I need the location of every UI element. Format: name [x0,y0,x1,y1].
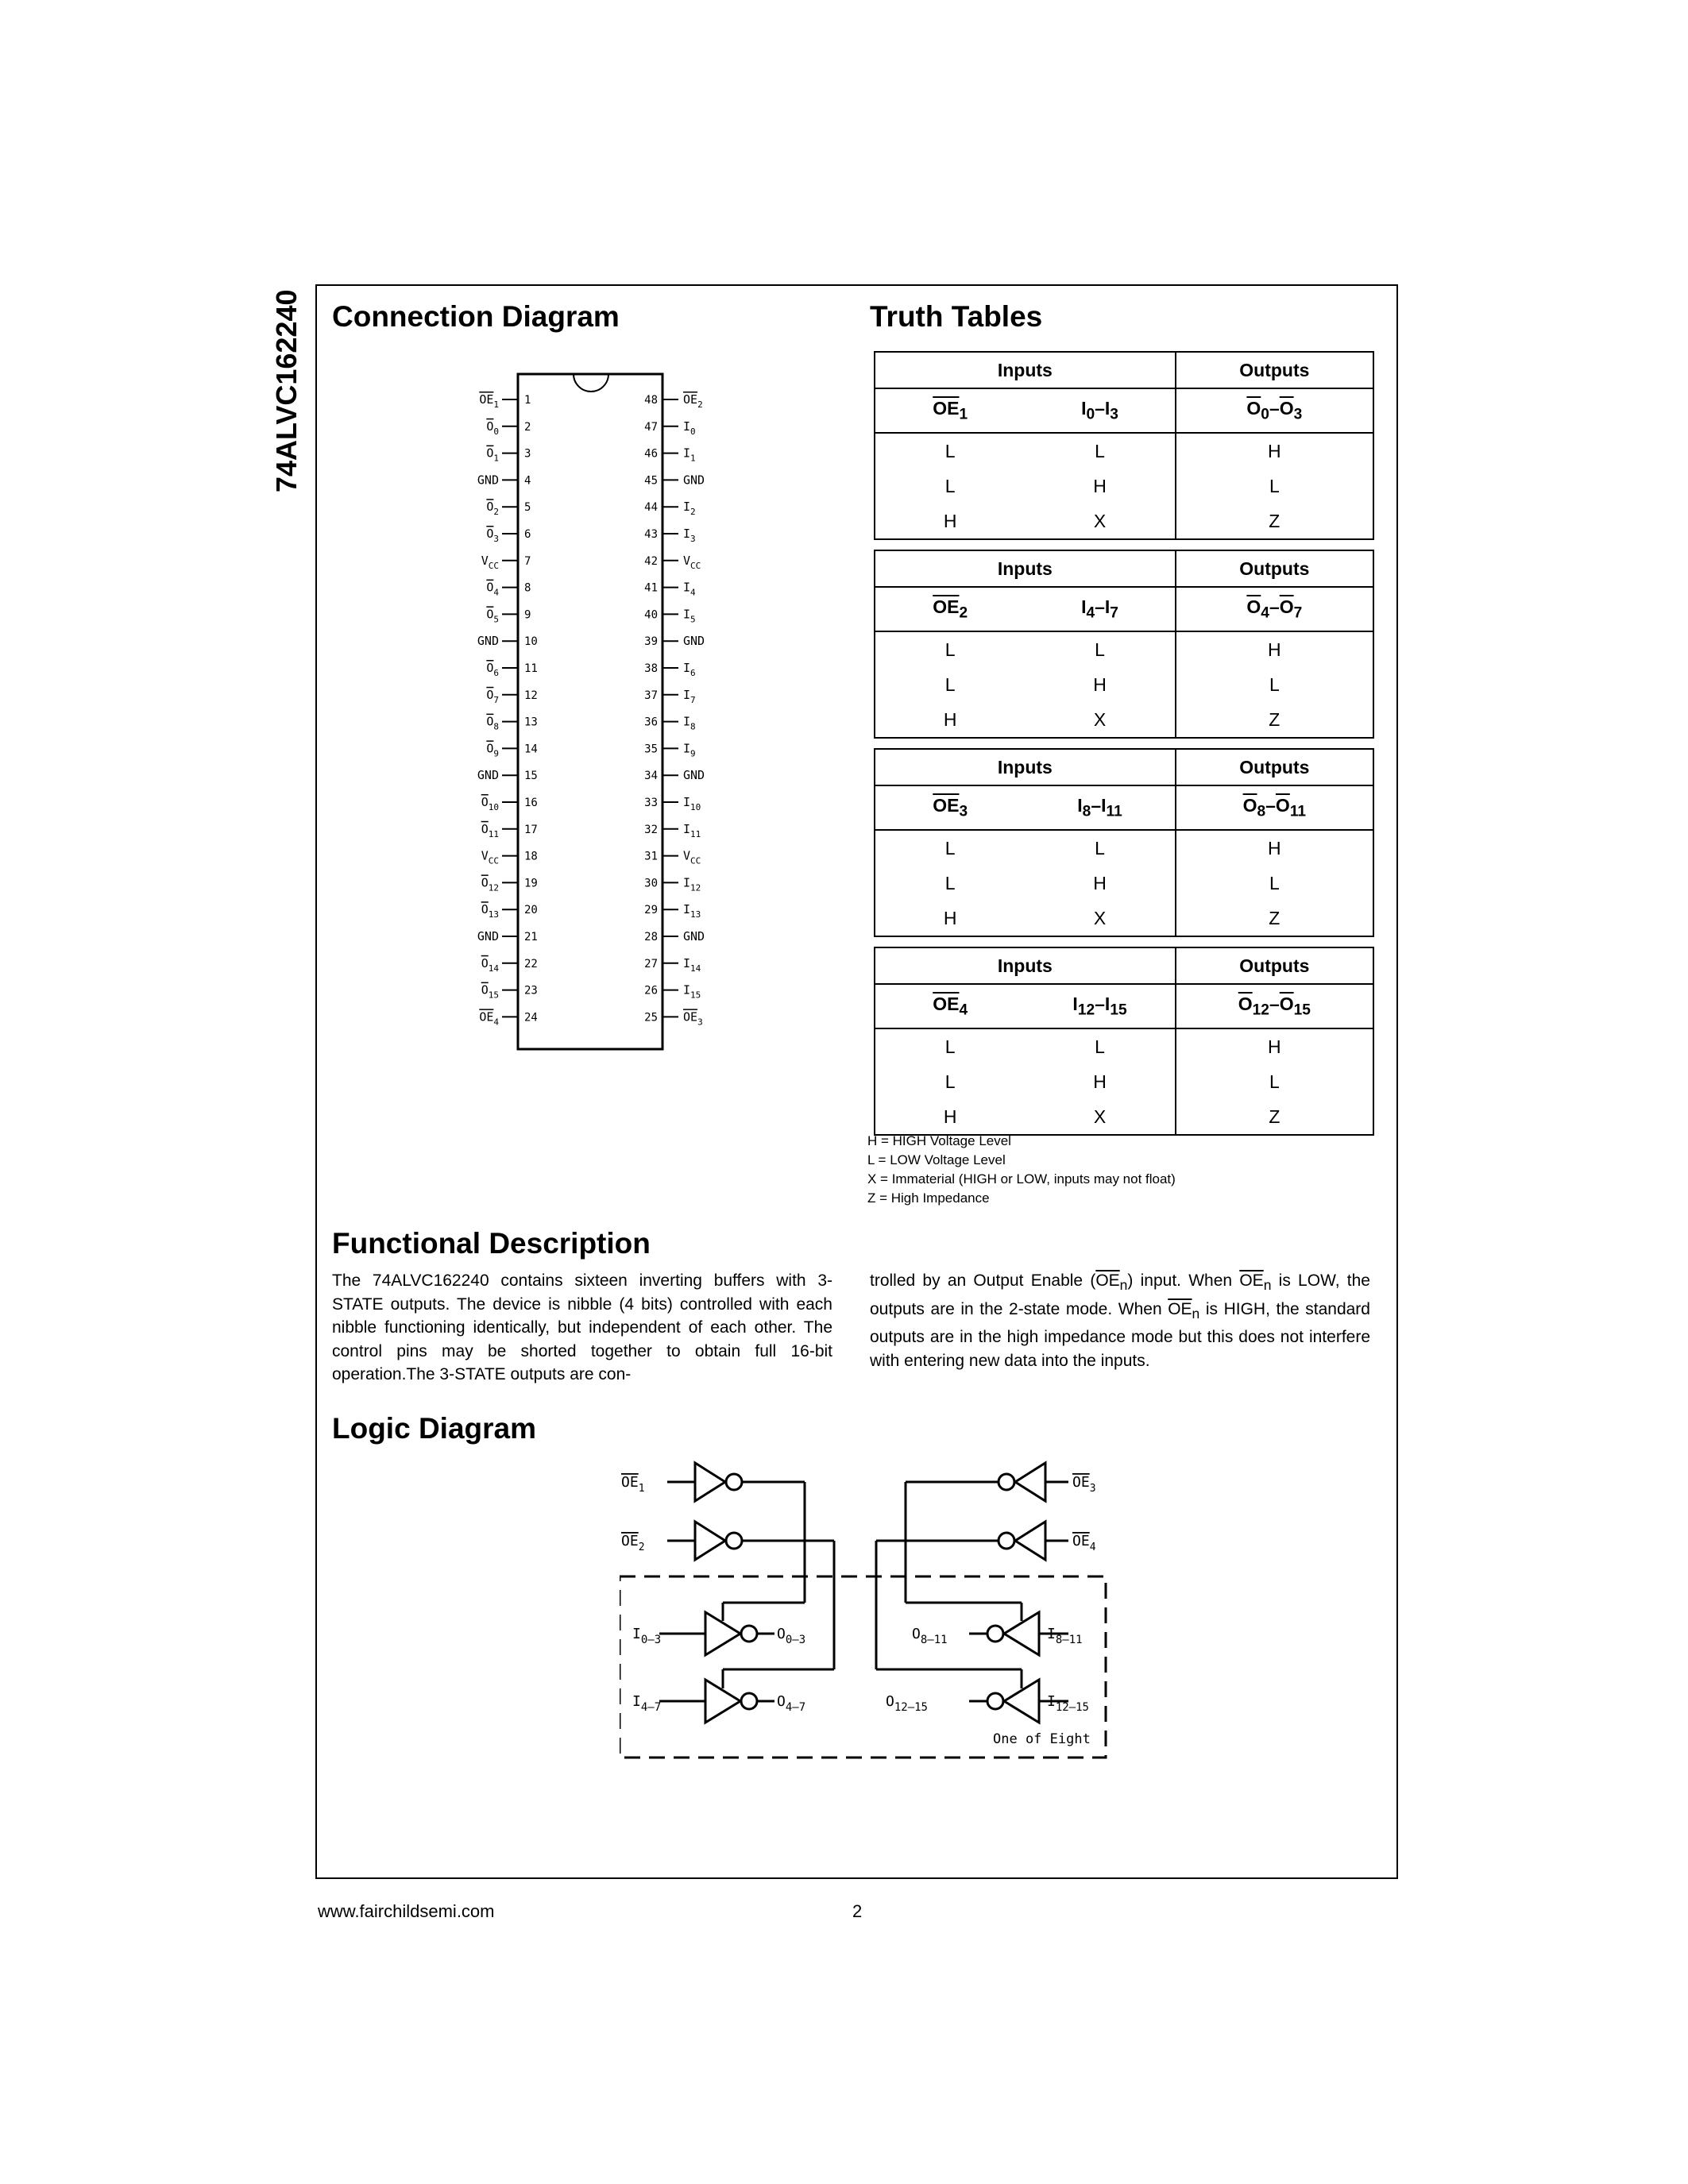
table-cell: H [1176,1028,1373,1064]
oe-column-header: $\overline{OE}_1$ [875,388,1025,433]
left-pin-number: 1 [524,394,531,407]
oe4-inverter [1015,1522,1045,1560]
logic-oe2-label: $OE_2$ [621,1533,645,1553]
table-cell: H [1093,1071,1107,1092]
right-pin-label-44: $I_2$ [683,500,696,518]
left-pin-label-18: $V_{CC}$ [481,848,499,866]
left-pin-number: 13 [524,716,538,729]
truth-table-4 [874,947,1374,1136]
legend-line: Z = High Impedance [867,1190,990,1206]
oe-column-header: $\overline{OE}_3$ [875,785,1025,830]
table-row [875,504,1373,539]
left-pin-number: 5 [524,501,531,515]
table-cell: L [944,837,956,859]
one-of-eight-note: One of Eight [993,1731,1091,1747]
table-cell: L [944,673,956,695]
table-row [875,830,1373,866]
table-row [875,1028,1373,1064]
table-row [875,1064,1373,1099]
right-pin-label-47: $I_0$ [683,419,696,437]
footer-url: www.fairchildsemi.com [318,1901,495,1921]
left-pin-label-16: $O_{10}$ [481,795,499,812]
left-pin-label-19: $O_{12}$ [481,875,499,893]
right-pin-label-28: GND [683,929,705,943]
left-pin-label-10: GND [477,634,499,649]
outputs-header: Outputs [1176,947,1373,984]
left-pin-number: 8 [524,581,531,595]
table-cell: L [1095,639,1105,660]
left-pin-label-22: $O_{14}$ [481,955,499,974]
footer-page-number: 2 [852,1901,863,1921]
table-cell: L [944,872,956,893]
table-row [875,433,1373,469]
truth-table-1 [874,351,1374,540]
inputs-header: Inputs [875,947,1176,984]
table-cell: H [1176,830,1373,866]
oe1-inverter [695,1463,725,1501]
pins-left [477,392,538,1027]
table-row [875,631,1373,667]
logic-in-a-label: $I_{0-3}$ [632,1626,662,1646]
right-pin-number: 35 [644,743,658,756]
left-pin-label-12: $O_7$ [486,687,499,705]
left-pin-label-5: $O_2$ [486,500,499,518]
left-pin-number: 19 [524,877,538,890]
right-pin-number: 32 [644,823,658,836]
right-pin-number: 28 [644,931,658,943]
table-cell: L [1176,469,1373,504]
table-cell: L [944,1071,956,1092]
output-column-header: $\overline{O}_8-\overline{O}_{11}$ [1176,785,1373,830]
right-pin-label-36: $I_8$ [683,714,696,732]
connection-diagram [453,369,723,1052]
left-pin-label-13: $O_8$ [486,714,499,732]
left-pin-label-24: $OE_4$ [479,1009,499,1028]
right-pin-number: 25 [644,1011,658,1024]
logic-out-c-label: $O_{8-11}$ [912,1626,948,1646]
legend-line: X = Immaterial (HIGH or LOW, inputs may not float) [867,1171,1176,1187]
right-pin-label-33: $I_{10}$ [683,795,701,812]
right-pin-number: 41 [644,581,658,595]
chip-body [518,374,662,1049]
left-pin-number: 17 [524,823,538,836]
left-pin-label-2: $O_0$ [486,419,499,437]
right-pin-number: 47 [644,420,658,434]
table-cell: H [943,510,957,531]
table-cell: Z [1176,504,1373,539]
right-pin-number: 34 [644,770,658,783]
table-row [875,702,1373,738]
right-pin-label-25: $OE_3$ [683,1009,703,1028]
logic-in-d-label: $I_{12-15}$ [1047,1693,1089,1714]
truth-table-2 [874,550,1374,739]
table-cell: Z [1176,1099,1373,1135]
truth-tables-heading: Truth Tables [870,300,1043,333]
left-pin-label-11: $O_6$ [486,661,499,678]
right-pin-label-43: $I_3$ [683,527,696,544]
right-pin-number: 27 [644,957,658,970]
right-pin-number: 42 [644,554,658,568]
left-pin-label-14: $O_9$ [486,741,499,759]
left-pin-number: 7 [524,554,531,568]
oe-column-header: $\overline{OE}_4$ [875,984,1025,1028]
legend-line: H = HIGH Voltage Level [867,1133,1011,1148]
inputs-header: Inputs [875,749,1176,785]
logic-out-a-label: $O_{0-3}$ [777,1626,806,1646]
table-cell: H [1093,872,1107,893]
left-pin-number: 23 [524,984,538,997]
oe2-inverter [695,1522,725,1560]
left-pin-number: 20 [524,904,538,917]
table-cell: X [1093,1106,1107,1127]
oe3-inverter [1015,1463,1045,1501]
functional-text-col1: The 74ALVC162240 contains sixteen inverting buffers with 3-STATE outputs. The device is nibble (4 bits) controlled with each nibble functioning identically, but independent of each other. The control pins may be shorted together to obtain full 16-bit operation.The 3-STATE outputs are con- [332,1271,832,1383]
right-pin-label-34: GND [683,768,705,783]
table-cell: L [1095,837,1105,859]
outputs-header: Outputs [1176,749,1373,785]
left-pin-number: 6 [524,528,531,541]
right-pin-label-26: $I_{15}$ [683,982,701,1001]
left-pin-label-3: $O_1$ [486,446,499,464]
table-row [875,866,1373,901]
input-column-header: $I_4-I_7$ [1025,587,1175,631]
oe-column-header: $\overline{OE}_2$ [875,587,1025,631]
input-column-header: $I_{12}-I_{15}$ [1025,984,1175,1028]
table-cell: L [1176,1064,1373,1099]
right-pin-number: 29 [644,904,658,917]
logic-diagram-heading: Logic Diagram [332,1412,536,1445]
left-pin-number: 12 [524,689,538,702]
logic-out-b-label: $O_{4-7}$ [777,1693,806,1714]
logic-oe3-label: $OE_3$ [1072,1474,1096,1495]
table-cell: L [1176,667,1373,702]
right-pin-label-48: $OE_2$ [683,392,703,410]
table-cell: L [944,639,956,660]
one-of-eight-box [620,1576,1106,1758]
right-pin-number: 46 [644,447,658,461]
table-cell: L [944,440,956,461]
left-pin-label-6: $O_3$ [486,527,499,544]
outputs-header: Outputs [1176,352,1373,388]
input-column-header: $I_8-I_{11}$ [1025,785,1175,830]
right-pin-number: 45 [644,474,658,488]
table-cell: H [1176,631,1373,667]
logic-out-d-label: $O_{12-15}$ [886,1693,928,1714]
right-pin-number: 44 [644,501,658,515]
left-pin-label-15: GND [477,768,499,783]
side-part-number: 74ALVC162240 [270,289,303,492]
right-pin-label-35: $I_9$ [683,741,696,759]
right-pin-number: 39 [644,635,658,649]
table-cell: L [944,475,956,496]
right-pin-label-30: $I_{12}$ [683,875,701,893]
left-pin-label-20: $O_{13}$ [481,902,499,920]
table-cell: X [1093,708,1107,730]
logic-in-b-label: $I_{4-7}$ [632,1693,662,1714]
table-cell: Z [1176,901,1373,936]
table-cell: L [1095,440,1105,461]
table-cell: H [1093,673,1107,695]
right-pin-label-29: $I_{13}$ [683,902,701,920]
functional-text-col2: trolled by an Output Enable $(\overline{OE}_n)$ input. When $\overline{OE}_n$ is LOW, the outputs are in the 2-state mode. When $\overline{OE}_n$ is HIGH, the standard outputs are in the high impedance mode but this does not interfere with entering new data into the inputs. [870,1271,1370,1370]
truth-table-legend [867,1132,1176,1208]
right-pin-label-27: $I_{14}$ [683,955,701,974]
input-column-header: $I_0-I_3$ [1025,388,1175,433]
left-pin-number: 11 [524,662,538,675]
logic-in-c-label: $I_{8-11}$ [1047,1626,1083,1646]
inputs-header: Inputs [875,352,1176,388]
right-pin-label-42: $V_{CC}$ [683,553,701,571]
right-pin-label-32: $I_{11}$ [683,821,701,839]
right-pin-label-39: GND [683,634,705,649]
output-column-header: $\overline{O}_4-\overline{O}_7$ [1176,587,1373,631]
left-pin-number: 4 [524,474,531,488]
truth-table-3 [874,748,1374,937]
left-pin-label-7: $V_{CC}$ [481,553,499,571]
table-cell: L [1176,866,1373,901]
left-pin-number: 18 [524,850,538,863]
left-pin-number: 16 [524,797,538,809]
left-pin-number: 3 [524,447,531,461]
left-pin-number: 15 [524,770,538,783]
right-pin-number: 38 [644,662,658,675]
right-pin-number: 26 [644,984,658,997]
table-cell: H [1093,475,1107,496]
left-pin-label-8: $O_4$ [486,580,499,598]
logic-oe1-label: $OE_1$ [621,1474,645,1495]
connection-diagram-heading: Connection Diagram [332,300,620,333]
logic-diagram [620,1453,1120,1771]
right-pin-label-38: $I_6$ [683,661,696,678]
right-pin-label-45: GND [683,473,705,488]
table-row [875,667,1373,702]
table-cell: X [1093,510,1107,531]
table-cell: H [943,907,957,928]
right-pin-number: 40 [644,608,658,622]
left-pin-label-23: $O_{15}$ [481,982,499,1001]
logic-oe4-label: $OE_4$ [1072,1533,1096,1553]
output-column-header: $\overline{O}_{12}-\overline{O}_{15}$ [1176,984,1373,1028]
right-pin-number: 48 [644,394,658,407]
right-pin-number: 31 [644,850,658,863]
left-pin-number: 22 [524,957,538,970]
left-pin-number: 10 [524,635,538,649]
output-column-header: $\overline{O}_0-\overline{O}_3$ [1176,388,1373,433]
table-cell: H [1176,433,1373,469]
right-pin-number: 30 [644,877,658,890]
right-pin-label-31: $V_{CC}$ [683,848,701,866]
table-cell: H [943,1106,957,1127]
left-pin-number: 21 [524,931,538,943]
left-pin-label-21: GND [477,929,499,943]
right-pin-label-37: $I_7$ [683,687,696,705]
right-pin-label-41: $I_4$ [683,580,696,598]
right-pin-label-40: $I_5$ [683,607,696,625]
right-pin-number: 43 [644,528,658,541]
left-pin-label-17: $O_{11}$ [481,821,499,839]
right-pin-number: 36 [644,716,658,729]
pins-right [644,392,705,1027]
pin1-notch [574,374,608,392]
table-cell: Z [1176,702,1373,738]
outputs-header: Outputs [1176,550,1373,587]
functional-description-heading: Functional Description [332,1227,651,1260]
left-pin-label-1: $OE_1$ [479,392,499,410]
right-pin-number: 33 [644,797,658,809]
left-pin-number: 24 [524,1011,538,1024]
table-cell: L [944,1036,956,1057]
table-cell: L [1095,1036,1105,1057]
table-cell: X [1093,907,1107,928]
table-row [875,1099,1373,1135]
left-pin-number: 2 [524,420,531,434]
left-pin-number: 9 [524,608,531,622]
table-row [875,901,1373,936]
left-pin-label-4: GND [477,473,499,488]
right-pin-label-46: $I_1$ [683,446,696,464]
legend-line: L = LOW Voltage Level [867,1152,1006,1167]
left-pin-label-9: $O_5$ [486,607,499,625]
inputs-header: Inputs [875,550,1176,587]
table-row [875,469,1373,504]
right-pin-number: 37 [644,689,658,702]
left-pin-number: 14 [524,743,538,756]
table-cell: H [943,708,957,730]
